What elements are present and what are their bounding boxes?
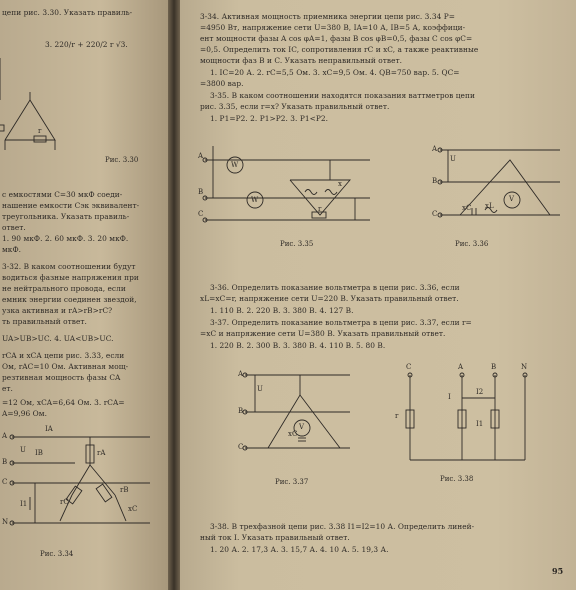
fig-337-label-c: C bbox=[238, 443, 244, 451]
left-text-line: водиться фазные напряжения при bbox=[2, 273, 139, 282]
fig-338-label-c: C bbox=[406, 363, 412, 371]
right-text-line: 3-36. Определить показание вольтметра в цепи рис. 3.36, если bbox=[210, 283, 460, 292]
fig-335-label-w2: W bbox=[251, 196, 259, 204]
fig-336-label-v: V bbox=[509, 195, 515, 203]
fig-335-label-w1: W bbox=[231, 161, 239, 169]
fig-338-label-a: A bbox=[458, 363, 464, 371]
fig-335-caption: Рис. 3.35 bbox=[280, 240, 314, 248]
fig-335-label-c: C bbox=[198, 210, 204, 218]
fig-335-label-b: B bbox=[198, 188, 204, 196]
fig-334-label-c: C bbox=[2, 478, 8, 486]
fig-334-label-rb: rB bbox=[120, 486, 129, 494]
fig-337-label-a: A bbox=[238, 370, 244, 378]
right-text-line: =3800 вар. bbox=[200, 79, 244, 88]
fig-338-caption: Рис. 3.38 bbox=[440, 475, 474, 483]
right-text-line: 1. P1=P2. 2. P1>P2. 3. P1<P2. bbox=[210, 114, 329, 123]
left-text-line: ет. bbox=[2, 384, 13, 393]
left-text-line: ть правильный ответ. bbox=[2, 317, 87, 326]
book-gutter bbox=[168, 0, 180, 590]
fig-330-caption: Рис. 3.30 bbox=[105, 156, 139, 164]
fig-334-label-i1: I1 bbox=[20, 500, 28, 508]
left-text-line: с емкостями C=30 мкФ соеди- bbox=[2, 190, 123, 199]
fig-334-label-rc: rC bbox=[60, 498, 69, 506]
fig-338-label-i1: I1 bbox=[476, 420, 484, 428]
left-text-line: =12 Ом, xCA=6,64 Ом. 3. rCA= bbox=[2, 398, 125, 407]
fig-336-label-xl: xL bbox=[485, 202, 494, 210]
figure-3-30 bbox=[0, 0, 168, 175]
fig-334-label-a: A bbox=[2, 432, 8, 440]
fig-330-r-label: r bbox=[38, 127, 42, 135]
fig-335-label-a: A bbox=[198, 152, 204, 160]
right-text-line: =4950 Вт, напряжение сети U=380 В, IA=10 А, IB=5 А, коэффици- bbox=[200, 23, 466, 32]
fig-336-label-xc: xC bbox=[462, 204, 472, 212]
fig-338-label-r: r bbox=[395, 412, 399, 420]
fig-338-label-i: I bbox=[448, 393, 451, 401]
fig-335-label-x: x bbox=[338, 180, 342, 188]
fig-338-label-b: B bbox=[491, 363, 497, 371]
left-text-line: емник энергии соединен звездой, bbox=[2, 295, 137, 304]
left-text-line: цепи рис. 3.30. Указать правиль- bbox=[2, 8, 133, 17]
fig-336-label-u: U bbox=[450, 155, 456, 163]
right-text-line: 1. IC=20 А. 2. rC=5,5 Ом. 3. xC=9,5 Ом. 4. QB=750 вар. 5. QC= bbox=[210, 68, 460, 77]
left-text-line: 3. 220/r + 220/2 r √3. bbox=[45, 40, 128, 49]
right-text-line: 1. 20 А. 2. 17,3 А. 3. 15,7 А. 4. 10 А. 5. 19,3 А. bbox=[210, 545, 389, 554]
left-text-line: узка активная и rA>rB>rC? bbox=[2, 306, 113, 315]
left-text-line: rCA и xCA цепи рис. 3.33, если bbox=[2, 351, 125, 360]
page-number: 95 bbox=[552, 566, 564, 576]
left-text-line: мкФ. bbox=[2, 245, 22, 254]
fig-334-label-u: U bbox=[20, 446, 26, 454]
left-text-line: нашение емкости Cэк эквивалент- bbox=[2, 201, 140, 210]
right-text-line: 1. 220 В. 2. 300 В. 3. 380 В. 4. 110 В. 5. 80 В. bbox=[210, 341, 386, 350]
left-text-line: ответ. bbox=[2, 223, 26, 232]
left-text-line: A=9,96 Ом. bbox=[2, 409, 47, 418]
fig-334-label-b: B bbox=[2, 458, 8, 466]
left-text-line: резтивная мощность фазы CA bbox=[2, 373, 121, 382]
right-text-line: 3-38. В трехфазной цепи рис. 3.38 I1=I2=10 А. Определить линей- bbox=[210, 522, 475, 531]
fig-337-label-xc: xC bbox=[288, 430, 298, 438]
fig-338-label-n: N bbox=[521, 363, 528, 371]
right-text-line: 1. 110 В. 2. 220 В. 3. 380 В. 4. 127 В. bbox=[210, 306, 354, 315]
fig-336-caption: Рис. 3.36 bbox=[455, 240, 489, 248]
fig-334-caption: Рис. 3.34 bbox=[40, 550, 74, 558]
fig-334-label-ib: IB bbox=[35, 449, 43, 457]
right-text-line: 3-35. В каком соотношении находятся показания ваттметров цепи bbox=[210, 91, 475, 100]
right-text-line: ный ток I. Указать правильный ответ. bbox=[200, 533, 350, 542]
fig-337-caption: Рис. 3.37 bbox=[275, 478, 309, 486]
right-page bbox=[180, 0, 576, 590]
fig-337-label-v: V bbox=[299, 423, 305, 431]
fig-336-label-a: A bbox=[432, 145, 438, 153]
figure-3-36 bbox=[180, 120, 576, 260]
left-text-line: треугольника. Указать правиль- bbox=[2, 212, 130, 221]
right-text-line: =0,5. Определить ток IC, сопротивления rC и xC, а также реактивные bbox=[200, 45, 479, 54]
fig-337-label-u: U bbox=[257, 385, 263, 393]
fig-336-label-b: B bbox=[432, 177, 438, 185]
right-text-line: мощности фаз B и C. Указать неправильный ответ. bbox=[200, 56, 403, 65]
right-text-line: ент мощности фазы A cos φA=1, фазы B cos φB=0,5, фазы C cos φC= bbox=[200, 34, 473, 43]
figure-3-38 bbox=[180, 350, 576, 510]
fig-335-label-r: r bbox=[318, 205, 322, 213]
right-text-line: рис. 3.35, если r=x? Указать правильный ответ. bbox=[200, 102, 390, 111]
left-text-line: UA>UB>UC. 4. UA<UB>UC. bbox=[2, 334, 114, 343]
left-text-line: 3-32. В каком соотношении будут bbox=[2, 262, 136, 271]
fig-334-label-xc: xC bbox=[128, 505, 138, 513]
right-text-line: xL=xC=r, напряжение сети U=220 В. Указать правильный ответ. bbox=[200, 294, 459, 303]
fig-338-label-i2: I2 bbox=[476, 388, 484, 396]
fig-334-label-ia: IA bbox=[45, 425, 53, 433]
left-page bbox=[0, 0, 168, 590]
fig-336-label-c: C bbox=[432, 210, 438, 218]
right-text-line: 3-34. Активная мощность приемника энергии цепи рис. 3.34 P= bbox=[200, 12, 455, 21]
left-text-line: не нейтрального провода, если bbox=[2, 284, 126, 293]
right-text-line: =xC и напряжение сети U=380 В. Указать правильный ответ. bbox=[200, 329, 446, 338]
fig-337-label-b: B bbox=[238, 407, 244, 415]
left-text-line: Ом, rAC=10 Ом. Активная мощ- bbox=[2, 362, 129, 371]
left-text-line: 1. 90 мкФ. 2. 60 мкФ. 3. 20 мкФ. bbox=[2, 234, 129, 243]
fig-334-label-ra: rA bbox=[97, 449, 106, 457]
fig-334-label-n: N bbox=[2, 518, 9, 526]
right-text-line: 3-37. Определить показание вольтметра в цепи рис. 3.37, если r= bbox=[210, 318, 472, 327]
